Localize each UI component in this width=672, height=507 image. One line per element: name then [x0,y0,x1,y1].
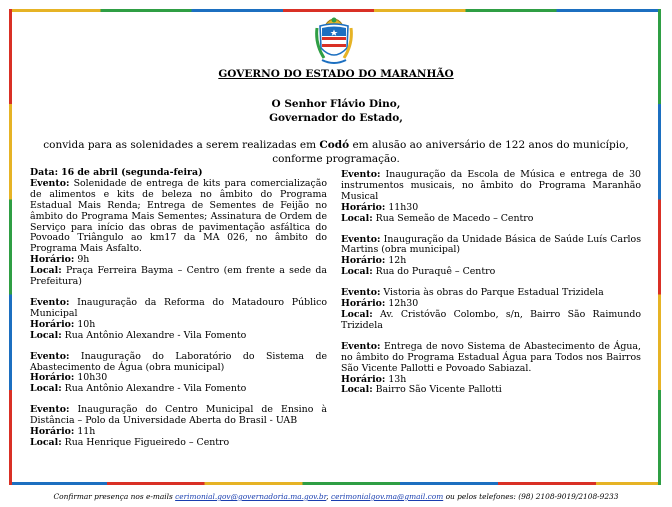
footer-phones: ou pelos telefones: (98) 2108-9019/2108-9233 [443,492,619,501]
place-line [30,331,327,342]
place-label: Local: [341,308,373,320]
event-block [30,298,327,342]
border-right [658,9,661,485]
event-time: 12h30 [388,298,419,310]
event-description: Entrega de novo Sistema de Abastecimento de Água, no âmbito do Programa Estadual Água para Todos nos Bairros São Vicente Pallotti e Povoado Sabiazal. [341,340,641,374]
footer-separator: , [326,492,331,501]
event-label: Evento: [30,296,70,308]
date-label: Data: [30,167,59,178]
event-description: Inauguração da Unidade Básica de Saúde Luís Carlos Martins (obra municipal) [341,233,642,256]
invitation-text [30,138,642,166]
time-label: Horário: [341,373,386,385]
border-top [9,9,661,12]
government-title: GOVERNO DO ESTADO DO MARANHÃO [218,68,454,80]
event-block [341,288,641,332]
footer-pre: Confirmar presença nos e-mails [53,492,176,501]
event-time: 10h30 [77,372,108,384]
event-line [30,298,327,320]
place-label: Local: [30,329,62,341]
place-line [341,385,641,396]
event-block [341,342,641,397]
time-label: Horário: [30,318,75,330]
time-label: Horário: [30,426,75,438]
event-label: Evento: [341,233,381,245]
event-place: Av. Cristóvão Colombo, s/n, Bairro São Raimundo Trizidela [341,308,642,331]
place-line [30,266,327,288]
border-bottom [9,482,661,485]
place-label: Local: [341,266,373,278]
event-line [341,170,641,203]
event-line [341,235,641,257]
place-label: Local: [30,383,62,395]
event-time: 13h [388,373,407,385]
event-place: Rua Antônio Alexandre - Vila Fomento [64,383,247,395]
event-place: Rua Semeão de Macedo – Centro [375,212,534,224]
date-value: 16 de abril (segunda-feira) [61,167,203,178]
event-block [30,352,327,396]
place-line [341,310,641,332]
email-link-secondary[interactable]: cerimonialgov.ma@gmail.com [331,492,444,501]
place-line [341,267,641,278]
event-label: Evento: [30,350,70,362]
schedule-left-column [30,168,327,459]
time-label: Horário: [341,201,386,213]
event-place: Rua Antônio Alexandre - Vila Fomento [64,329,247,341]
event-line [30,352,327,374]
time-label: Horário: [30,254,75,266]
event-time: 9h [77,254,90,266]
border-left [9,9,12,485]
event-time: 12h [388,255,407,267]
place-label: Local: [341,212,373,224]
time-label: Horário: [341,255,386,267]
event-line [30,405,327,427]
time-label: Horário: [30,372,75,384]
coat-of-arms-icon [314,14,354,66]
invite-city: Codó [319,139,350,151]
event-description: Inauguração do Centro Municipal de Ensino à Distância – Polo da Universidade Aberta do Brasil - UAB [30,404,327,427]
event-place: Rua Henrique Figueiredo – Centro [64,436,230,448]
event-block [341,235,641,279]
event-time: 11h [77,426,96,438]
invite-pre: convida para as solenidades a serem realizadas em [43,139,320,151]
event-block [341,170,641,225]
place-label: Local: [30,436,62,448]
event-line [341,342,641,375]
event-place: Rua do Puraquê – Centro [375,266,496,278]
event-time: 11h30 [388,201,419,213]
rsvp-footer [0,492,672,501]
event-description: Vistoria às obras do Parque Estadual Trizidela [383,287,604,299]
event-label: Evento: [30,177,70,189]
place-line [30,384,327,395]
event-description: Solenidade de entrega de kits para comercialização de alimentos e kits de beleza no âmbito do Programa Estadual Mais Renda; Entrega de Sementes de Feijão no âmbito do Programa Mais Sementes; Assinatura de Ordem de Serviço para início das obras de pavimentação asfáltica do Povoado Triângulo ao km17 da MA 026, no âmbito do Programa Mais Asfalto. [30,177,328,255]
event-line [30,179,327,255]
event-label: Evento: [30,404,70,416]
place-line [341,214,641,225]
event-description: Inauguração da Escola de Música e entrega de 30 instrumentos musicais, no âmbito do Programa Maranhão Musical [341,169,641,202]
event-label: Evento: [341,287,381,299]
event-place: Praça Ferreira Bayma – Centro (em frente a sede da Prefeitura) [30,265,327,288]
place-label: Local: [341,384,373,396]
event-time: 10h [77,318,96,330]
event-block [30,405,327,449]
event-description: Inauguração do Laboratório do Sistema de Abastecimento de Água (obra municipal) [30,350,328,373]
sender-name: O Senhor Flávio Dino, [271,98,401,110]
invite-post: em alusão ao aniversário de 122 anos do município, conforme programação. [272,139,629,165]
event-label: Evento: [341,340,381,352]
event-block [30,168,327,288]
schedule-right-column [341,170,641,406]
sender-role: Governador do Estado, [269,112,403,124]
event-label: Evento: [341,169,381,180]
time-label: Horário: [341,298,386,310]
sender-block [0,97,672,125]
place-label: Local: [30,265,62,277]
place-line [30,438,327,449]
event-description: Inauguração da Reforma do Matadouro Público Municipal [30,296,327,319]
event-place: Bairro São Vicente Pallotti [375,384,502,396]
email-link-primary[interactable]: cerimonial.gov@governadoria.ma.gov.br [175,492,327,501]
